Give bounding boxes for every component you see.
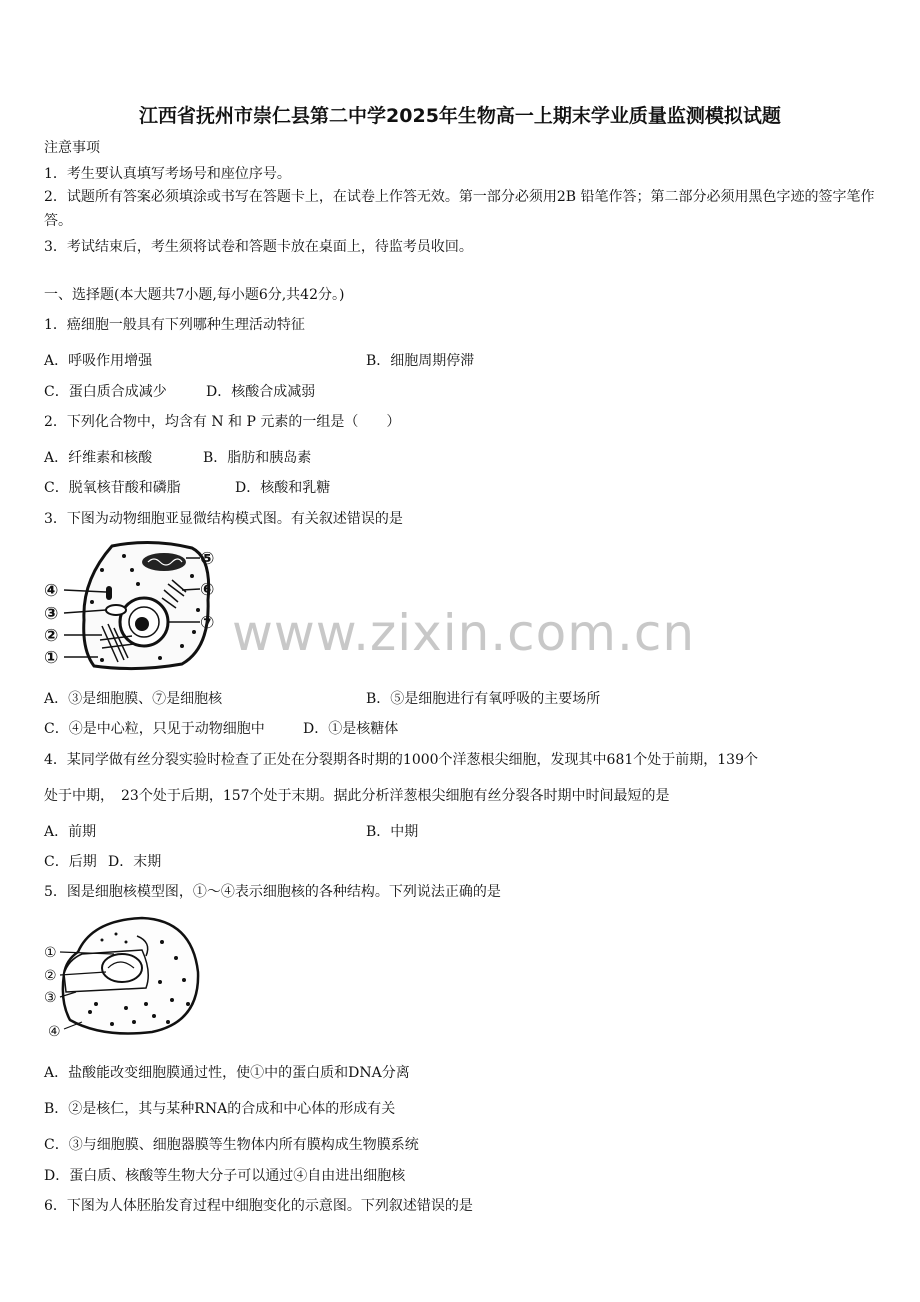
q1-option-a: A．呼吸作用增强: [44, 353, 153, 369]
q3-option-d: D．①是核糖体: [303, 721, 399, 737]
q5-option-a: A．盐酸能改变细胞膜通过性，使①中的蛋白质和DNA分离: [44, 1065, 410, 1081]
notice-item-1: 1．考生要认真填写考场号和座位序号。: [44, 166, 291, 182]
notice-heading: 注意事项: [44, 140, 100, 156]
question-3-stem: 3．下图为动物细胞亚显微结构模式图。有关叙述错误的是: [44, 511, 403, 527]
cell-label-7: ⑦: [200, 613, 215, 633]
cell-label-3: ③: [44, 604, 59, 624]
q3-option-c: C．④是中心粒，只见于动物细胞中: [44, 721, 265, 737]
question-4-stem-line1: 4．某同学做有丝分裂实验时检查了正处在分裂期各时期的1000个洋葱根尖细胞，发现其中681个处于前期，139个: [44, 752, 758, 768]
nucleus-figure: [42, 912, 207, 1042]
q3-option-b: B．⑤是细胞进行有氧呼吸的主要场所: [366, 691, 601, 707]
cell-label-4: ④: [44, 581, 59, 601]
question-4-stem-line2: 处于中期， 23个处于后期，157个处于末期。据此分析洋葱根尖细胞有丝分裂各时期中时间最短的是: [44, 788, 670, 804]
cell-label-1: ①: [44, 648, 59, 668]
q1-option-c: C．蛋白质合成减少: [44, 384, 167, 400]
question-2-stem: 2．下列化合物中，均含有 N 和 P 元素的一组是（ ）: [44, 414, 401, 430]
section-heading: 一、选择题(本大题共7小题,每小题6分,共42分。): [44, 287, 345, 303]
q2-option-c: C．脱氧核苷酸和磷脂: [44, 480, 181, 496]
notice-item-2: 2．试题所有答案必须填涂或书写在答题卡上，在试卷上作答无效。第一部分必须用2B 铅笔作答；第二部分必须用黑色字迹的签字笔作答。: [44, 189, 875, 229]
nucleus-label-2: ②: [44, 968, 57, 984]
cell-label-5: ⑤: [200, 549, 215, 569]
q1-option-d: D．核酸合成减弱: [206, 384, 316, 400]
notice-item-3: 3．考试结束后，考生须将试卷和答题卡放在桌面上，待监考员收回。: [44, 239, 473, 255]
q3-option-a: A．③是细胞膜、⑦是细胞核: [44, 691, 223, 707]
watermark: www.zixin.com.cn: [232, 604, 696, 662]
q4-option-b: B．中期: [366, 824, 419, 840]
q4-option-a: A．前期: [44, 824, 97, 840]
page-title: 江西省抚州市崇仁县第二中学2025年生物高一上期末学业质量监测模拟试题: [139, 105, 781, 127]
q4-option-d: D．末期: [108, 854, 162, 870]
cell-label-6: ⑥: [200, 580, 215, 600]
nucleus-label-3: ③: [44, 990, 57, 1006]
q5-option-c: C．③与细胞膜、细胞器膜等生物体内所有膜构成生物膜系统: [44, 1137, 419, 1153]
question-5-stem: 5．图是细胞核模型图，①～④表示细胞核的各种结构。下列说法正确的是: [44, 884, 501, 900]
q4-option-c: C．后期: [44, 854, 97, 870]
q2-option-b: B．脂肪和胰岛素: [203, 450, 312, 466]
cell-label-2: ②: [44, 626, 59, 646]
question-1-stem: 1．癌细胞一般具有下列哪种生理活动特征: [44, 317, 305, 333]
q2-option-d: D．核酸和乳糖: [235, 480, 331, 496]
nucleus-label-4: ④: [48, 1024, 61, 1040]
q5-option-d: D．蛋白质、核酸等生物大分子可以通过④自由进出细胞核: [44, 1168, 406, 1184]
q1-option-b: B．细胞周期停滞: [366, 353, 475, 369]
q5-option-b: B．②是核仁，其与某种RNA的合成和中心体的形成有关: [44, 1101, 396, 1117]
nucleus-label-1: ①: [44, 945, 57, 961]
animal-cell-figure: [42, 540, 222, 675]
q2-option-a: A．纤维素和核酸: [44, 450, 153, 466]
question-6-stem: 6．下图为人体胚胎发育过程中细胞变化的示意图。下列叙述错误的是: [44, 1198, 473, 1214]
